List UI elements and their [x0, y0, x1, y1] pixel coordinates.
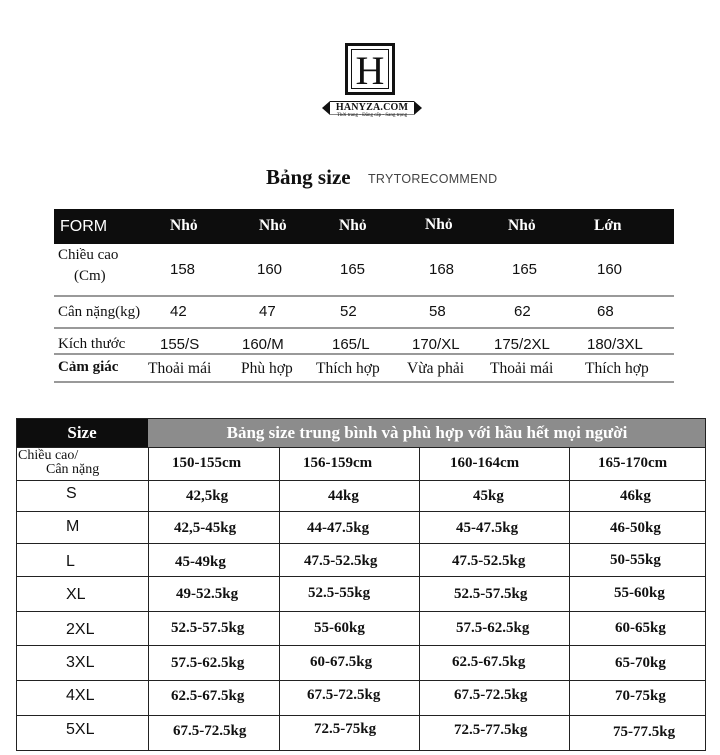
- feel-cell: Thoải mái: [490, 360, 554, 377]
- feel-row: [54, 355, 674, 383]
- weight-cell: 67.5-72.5kg: [454, 687, 528, 703]
- weight-cell: 45-49kg: [175, 554, 226, 570]
- weight-cell: 47.5-52.5kg: [452, 553, 526, 569]
- corner-height-label: Chiều cao/: [18, 448, 79, 463]
- form-header-row: [54, 209, 674, 244]
- size-cell: 165/L: [332, 336, 370, 353]
- weight-cell: 62: [514, 303, 531, 320]
- height-label: Chiều cao: [58, 247, 119, 263]
- weight-cell: 47.5-52.5kg: [304, 553, 378, 569]
- weight-row: [54, 297, 674, 329]
- feel-label: Cảm giác: [58, 359, 119, 375]
- weight-cell: 62.5-67.5kg: [171, 688, 245, 704]
- weight-cell: 42: [170, 303, 187, 320]
- form-cell: Nhỏ: [339, 217, 367, 234]
- size-row: [54, 329, 674, 355]
- form-cell: Nhỏ: [508, 217, 536, 234]
- weight-cell: 52.5-57.5kg: [171, 620, 245, 636]
- logo-name: HANYZA.COM: [335, 102, 409, 113]
- weight-cell: 42,5kg: [186, 488, 229, 504]
- weight-cell: 67.5-72.5kg: [173, 723, 247, 739]
- heading-subtitle: TRYTORECOMMEND: [368, 172, 498, 186]
- average-size-title: Bảng size trung bình và phù hợp với hầu hết mọi người: [148, 418, 706, 447]
- weight-cell: 52.5-57.5kg: [454, 586, 528, 602]
- size-label-cell: S: [66, 485, 77, 502]
- weight-cell: 55-60kg: [614, 585, 665, 601]
- weight-cell: 70-75kg: [615, 688, 666, 704]
- height-range-header: 156-159cm: [303, 455, 373, 471]
- size-cell: 180/3XL: [587, 336, 643, 353]
- weight-cell: 72.5-77.5kg: [454, 722, 528, 738]
- size-label: Kích thước: [58, 336, 126, 352]
- weight-cell: 52: [340, 303, 357, 320]
- feel-cell: Thoải mái: [148, 360, 212, 377]
- size-label-cell: 5XL: [66, 721, 95, 738]
- height-range-header: 165-170cm: [598, 455, 668, 471]
- size-label-cell: 2XL: [66, 621, 95, 638]
- brand-logo: [322, 43, 422, 125]
- height-range-header: 160-164cm: [450, 455, 520, 471]
- feel-cell: Phù hợp: [241, 360, 293, 377]
- weight-cell: 55-60kg: [314, 620, 365, 636]
- height-unit-label: (Cm): [74, 268, 106, 284]
- heading-title: Bảng size: [266, 165, 351, 189]
- weight-cell: 57.5-62.5kg: [456, 620, 530, 636]
- height-cell: 158: [170, 261, 196, 278]
- corner-weight-label: Cân nặng: [46, 462, 100, 477]
- weight-cell: 68: [597, 303, 614, 320]
- height-cell: 168: [429, 261, 455, 278]
- size-label-cell: L: [66, 553, 75, 570]
- weight-cell: 57.5-62.5kg: [171, 655, 245, 671]
- weight-cell: 47: [259, 303, 276, 320]
- form-header-label: FORM: [60, 218, 108, 235]
- form-cell: Nhỏ: [170, 217, 198, 234]
- feel-cell: Thích hợp: [585, 360, 649, 377]
- weight-cell: 46-50kg: [610, 520, 661, 536]
- weight-cell: 60-65kg: [615, 620, 666, 636]
- form-cell: Lớn: [594, 217, 622, 234]
- form-cell: Nhỏ: [425, 216, 453, 233]
- size-cell: 155/S: [160, 336, 200, 353]
- form-cell: Nhỏ: [259, 217, 287, 234]
- weight-label: Cân nặng(kg): [58, 304, 141, 320]
- size-cell: 170/XL: [412, 336, 460, 353]
- height-cell: 165: [512, 261, 538, 278]
- feel-cell: Vừa phải: [407, 360, 465, 377]
- logo-letter: H: [351, 49, 389, 89]
- logo-banner: [322, 101, 422, 121]
- weight-cell: 46kg: [620, 488, 651, 504]
- weight-cell: 60-67.5kg: [310, 654, 373, 670]
- weight-cell: 75-77.5kg: [613, 724, 676, 740]
- weight-cell: 45kg: [473, 488, 504, 504]
- height-cell: 160: [257, 261, 283, 278]
- size-cell: 175/2XL: [494, 336, 550, 353]
- weight-cell: 72.5-75kg: [314, 721, 377, 737]
- logo-mark: [345, 43, 395, 95]
- weight-cell: 44-47.5kg: [307, 520, 370, 536]
- weight-cell: 50-55kg: [610, 552, 661, 568]
- size-header: Size: [16, 418, 148, 447]
- size-cell: 160/M: [242, 336, 284, 353]
- size-label-cell: XL: [66, 586, 86, 603]
- average-size-table: [16, 418, 706, 751]
- height-cell: 165: [340, 261, 366, 278]
- weight-cell: 62.5-67.5kg: [452, 654, 526, 670]
- weight-cell: 52.5-55kg: [308, 585, 371, 601]
- weight-cell: 65-70kg: [615, 655, 666, 671]
- height-row: [54, 244, 674, 297]
- weight-cell: 44kg: [328, 488, 359, 504]
- weight-cell: 49-52.5kg: [176, 586, 239, 602]
- size-label-cell: 3XL: [66, 654, 95, 671]
- weight-cell: 58: [429, 303, 446, 320]
- size-label-cell: 4XL: [66, 687, 95, 704]
- weight-cell: 45-47.5kg: [456, 520, 519, 536]
- weight-cell: 67.5-72.5kg: [307, 687, 381, 703]
- weight-cell: 42,5-45kg: [174, 520, 237, 536]
- size-chart-heading: [0, 165, 720, 195]
- size-label-cell: M: [66, 518, 80, 535]
- logo-tagline: Thời trang - Đẳng cấp - Sang trọng: [336, 113, 408, 118]
- height-cell: 160: [597, 261, 623, 278]
- height-range-header: 150-155cm: [172, 455, 242, 471]
- feel-cell: Thích hợp: [316, 360, 380, 377]
